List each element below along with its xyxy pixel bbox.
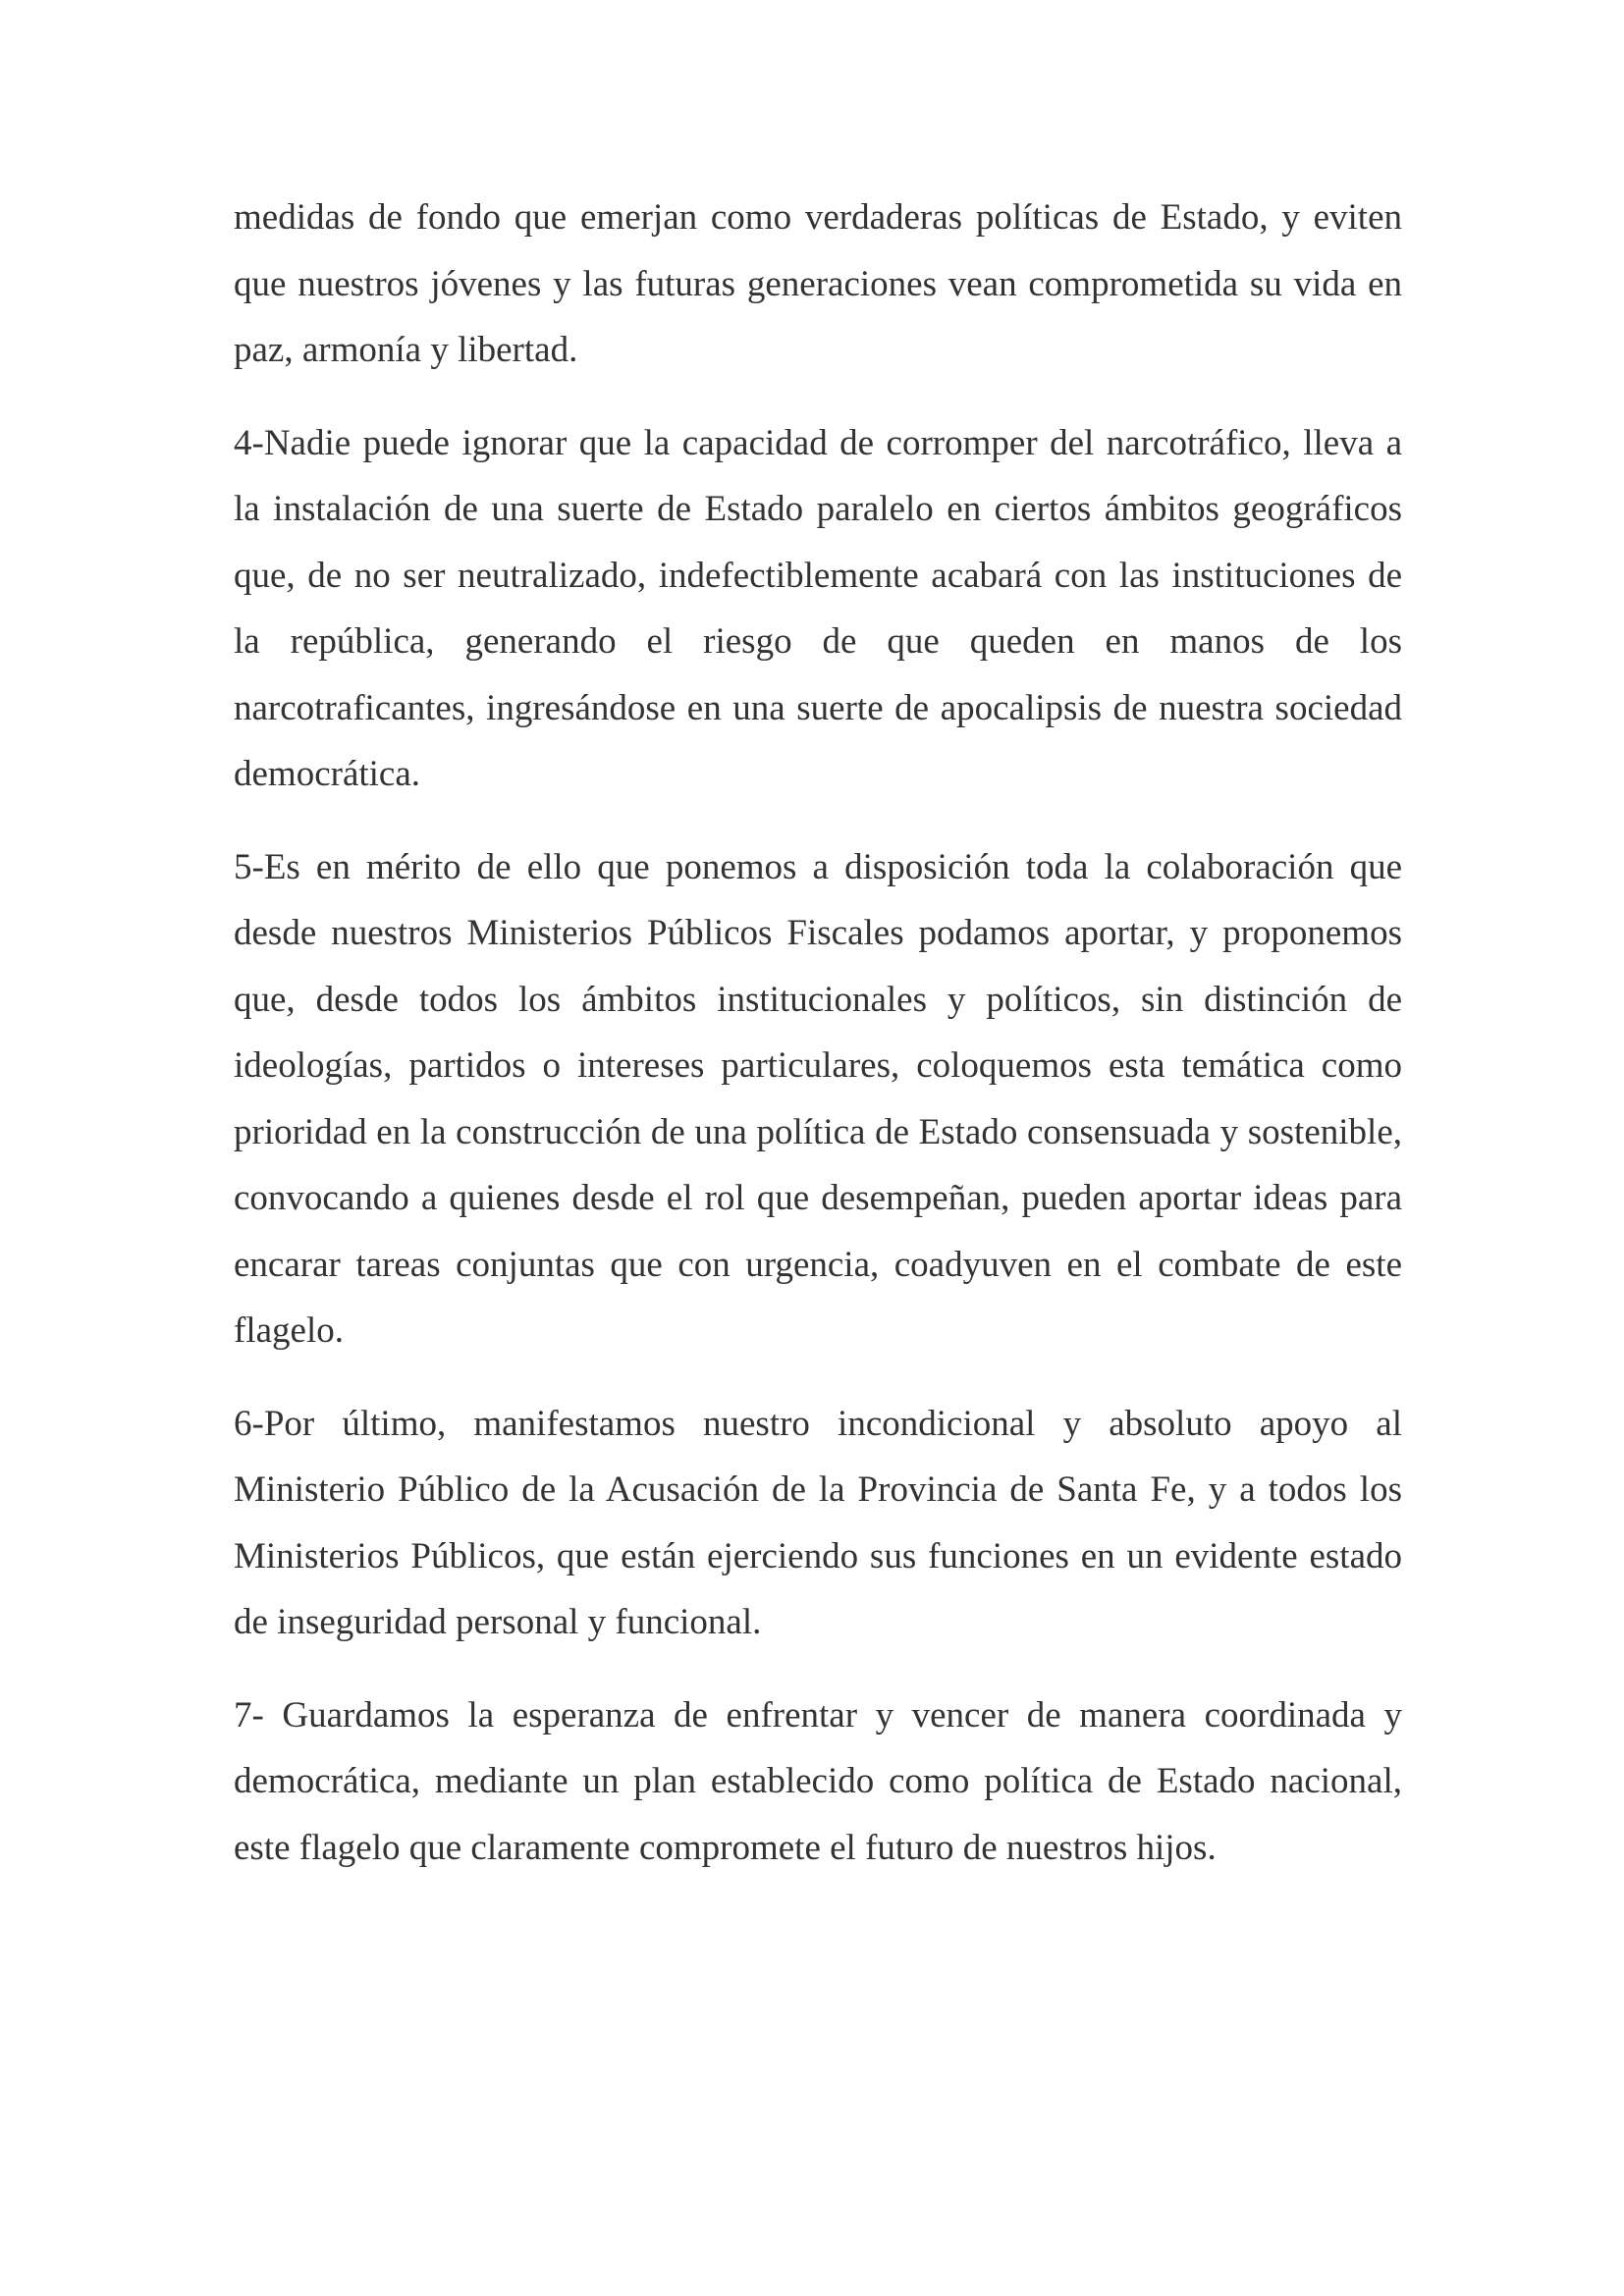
- paragraph-continuation: medidas de fondo que emerjan como verdaderas políticas de Estado, y eviten que nuestros jóvenes y las futuras generaciones vean comprometida su vida en paz, armonía y libertad.: [234, 197, 1402, 370]
- paragraph-7: 7- Guardamos la esperanza de enfrentar y vencer de manera coordinada y democrática, mediante un plan establecido como política de Estado nacional, este flagelo que claramente compromete el futuro de nuestros hijos.: [234, 1694, 1402, 1868]
- paragraph-5: 5-Es en mérito de ello que ponemos a disposición toda la colaboración que desde nuestros Ministerios Públicos Fiscales podamos aportar, y proponemos que, desde todos los ámbitos institucionales y políticos, sin distinción de ideologías, partidos o intereses particulares, coloquemos esta temática como prioridad en la construcción de una política de Estado consensuada y sostenible, convocando a quienes desde el rol que desempeñan, pueden aportar ideas para encarar tareas conjuntas que con urgencia, coadyuven en el combate de este flagelo.: [234, 846, 1402, 1351]
- paragraph-4: 4-Nadie puede ignorar que la capacidad de corromper del narcotráfico, lleva a la instalación de una suerte de Estado paralelo en ciertos ámbitos geográficos que, de no ser neutralizado, indefectiblemente acabará con las instituciones de la república, generando el riesgo de que queden en manos de los narcotraficantes, ingresándose en una suerte de apocalipsis de nuestra sociedad democrática.: [234, 422, 1402, 794]
- document-body: [234, 185, 1402, 1907]
- paragraph-6: 6-Por último, manifestamos nuestro incondicional y absoluto apoyo al Ministerio Público de la Acusación de la Provincia de Santa Fe, y a todos los Ministerios Públicos, que están ejerciendo sus funciones en un evidente estado de inseguridad personal y funcional.: [234, 1403, 1402, 1642]
